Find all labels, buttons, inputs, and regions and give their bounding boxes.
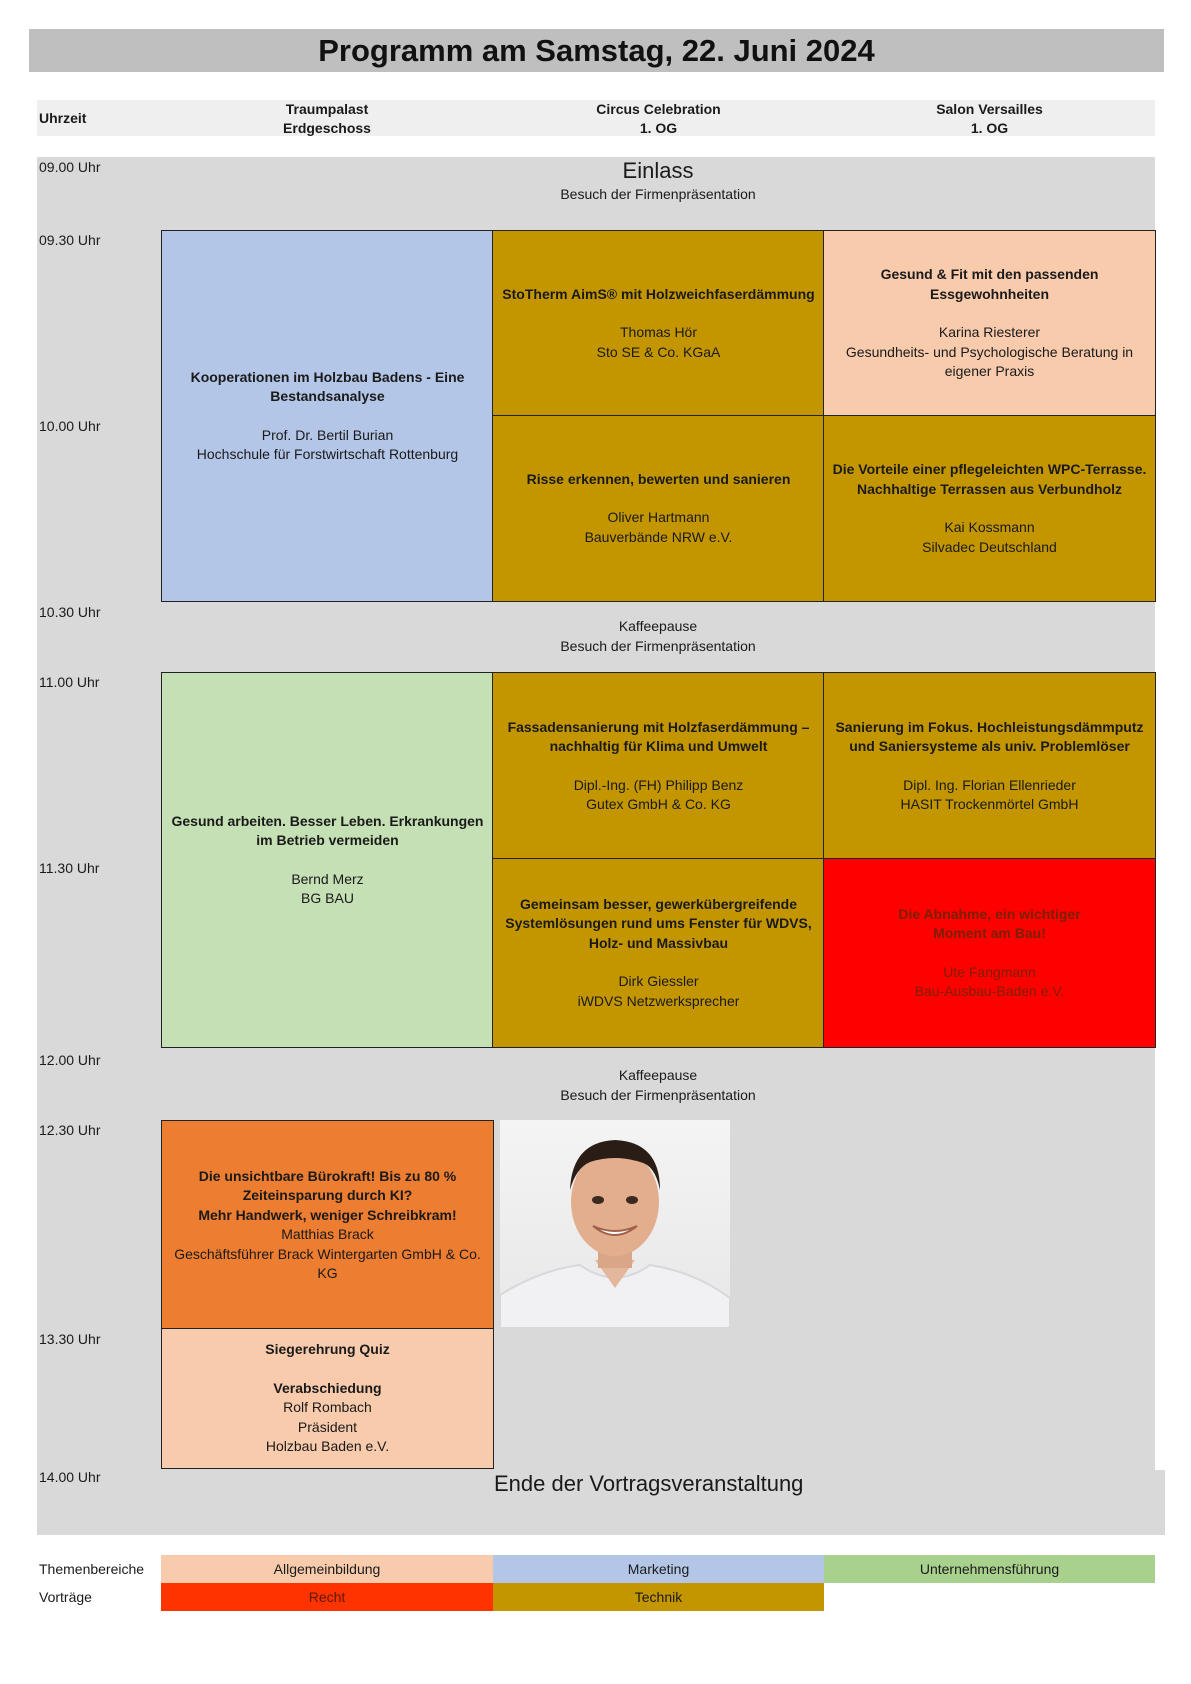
header-room-salon: Salon Versailles 1. OG: [824, 100, 1155, 136]
legend-technik: Technik: [493, 1583, 824, 1611]
session-gesund-fit[interactable]: Gesund & Fit mit den passenden Essgewohnheiten Karina Riesterer Gesundheits- und Psychologische Beratung in eigener Praxis: [823, 230, 1156, 417]
session-siegerehrung[interactable]: Siegerehrung Quiz Verabschiedung Rolf Rombach Präsident Holzbau Baden e.V.: [161, 1328, 494, 1469]
time-1200: 12.00 Uhr: [39, 1052, 101, 1068]
session-risse[interactable]: Risse erkennen, bewerten und sanieren Oliver Hartmann Bauverbände NRW e.V.: [492, 415, 825, 602]
legend-allgemeinbildung: Allgemeinbildung: [161, 1555, 493, 1583]
time-1230: 12.30 Uhr: [39, 1122, 101, 1138]
einlass-sub: Besuch der Firmenpräsentation: [560, 186, 756, 202]
legend-unternehmensfuehrung: Unternehmensführung: [824, 1555, 1155, 1583]
session-buerokraft[interactable]: Die unsichtbare Bürokraft! Bis zu 80 % Zeiteinsparung durch KI? Mehr Handwerk, weniger Schreibkram! Matthias Brack Geschäftsführer Brack Wintergarten GmbH & Co. KG: [161, 1120, 494, 1330]
page-title-bar: [29, 29, 1164, 72]
pause-band-1: Kaffeepause Besuch der Firmenpräsentation: [560, 618, 756, 654]
session-sanierung[interactable]: Sanierung im Fokus. Hochleistungsdämmputz und Saniersysteme als univ. Problemlöser Dipl. Ing. Florian Ellenrieder HASIT Trockenmörtel GmbH: [823, 672, 1156, 860]
time-0900: 09.00 Uhr: [39, 159, 101, 175]
pause-band-2: Kaffeepause Besuch der Firmenpräsentation: [560, 1067, 756, 1103]
einlass-band: [161, 157, 1155, 205]
session-wpc[interactable]: Die Vorteile einer pflegeleichten WPC-Terrasse. Nachhaltige Terrassen aus Verbundholz Kai Kossmann Silvadec Deutschland: [823, 415, 1156, 602]
time-1130: 11.30 Uhr: [39, 860, 100, 876]
page-title: Programm am Samstag, 22. Juni 2024: [318, 32, 875, 68]
legend-themen-label: Themenbereiche: [39, 1561, 145, 1577]
header-room-circus: Circus Celebration 1. OG: [493, 100, 824, 136]
header-time-label: Uhrzeit: [37, 100, 161, 136]
time-1330: 13.30 Uhr: [39, 1331, 101, 1347]
schedule-background-ext: [1155, 1470, 1165, 1535]
session-fassade[interactable]: Fassadensanierung mit Holzfaserdämmung – nachhaltig für Klima und Umwelt Dipl.-Ing. (FH) Philipp Benz Gutex GmbH & Co. KG: [492, 672, 825, 860]
legend-recht: Recht: [161, 1583, 493, 1611]
time-0930: 09.30 Uhr: [39, 232, 101, 248]
time-1100: 11.00 Uhr: [39, 674, 100, 690]
speaker-photo: [500, 1120, 730, 1328]
header-room-traumpalast: Traumpalast Erdgeschoss: [161, 100, 493, 136]
legend-vortraege-label: Vorträge: [39, 1589, 92, 1605]
session-gesund-arbeiten[interactable]: Gesund arbeiten. Besser Leben. Erkrankungen im Betrieb vermeiden Bernd Merz BG BAU: [161, 672, 494, 1048]
session-kooperationen[interactable]: Kooperationen im Holzbau Badens - Eine Bestandsanalyse Prof. Dr. Bertil Burian Hochschule für Forstwirtschaft Rottenburg: [161, 230, 494, 602]
time-1000: 10.00 Uhr: [39, 418, 101, 434]
time-1400: 14.00 Uhr: [39, 1469, 101, 1485]
session-abnahme[interactable]: Die Abnahme, ein wichtiger Moment am Bau! Ute Fangmann Bau-Ausbau-Baden e.V.: [823, 858, 1156, 1048]
session-stotherm[interactable]: StoTherm AimS® mit Holzweichfaserdämmung Thomas Hör Sto SE & Co. KGaA: [492, 230, 825, 417]
time-1030: 10.30 Uhr: [39, 604, 101, 620]
ende-text: Ende der Vortragsveranstaltung: [494, 1471, 804, 1496]
legend-marketing: Marketing: [493, 1555, 824, 1583]
speaker-portrait-image: [500, 1120, 730, 1328]
session-gemeinsam[interactable]: Gemeinsam besser, gewerkübergreifende Systemlösungen rund ums Fenster für WDVS, Holz- und Massivbau Dirk Giessler iWDVS Netzwerksprecher: [492, 858, 825, 1048]
einlass-title: Einlass: [622, 158, 694, 183]
